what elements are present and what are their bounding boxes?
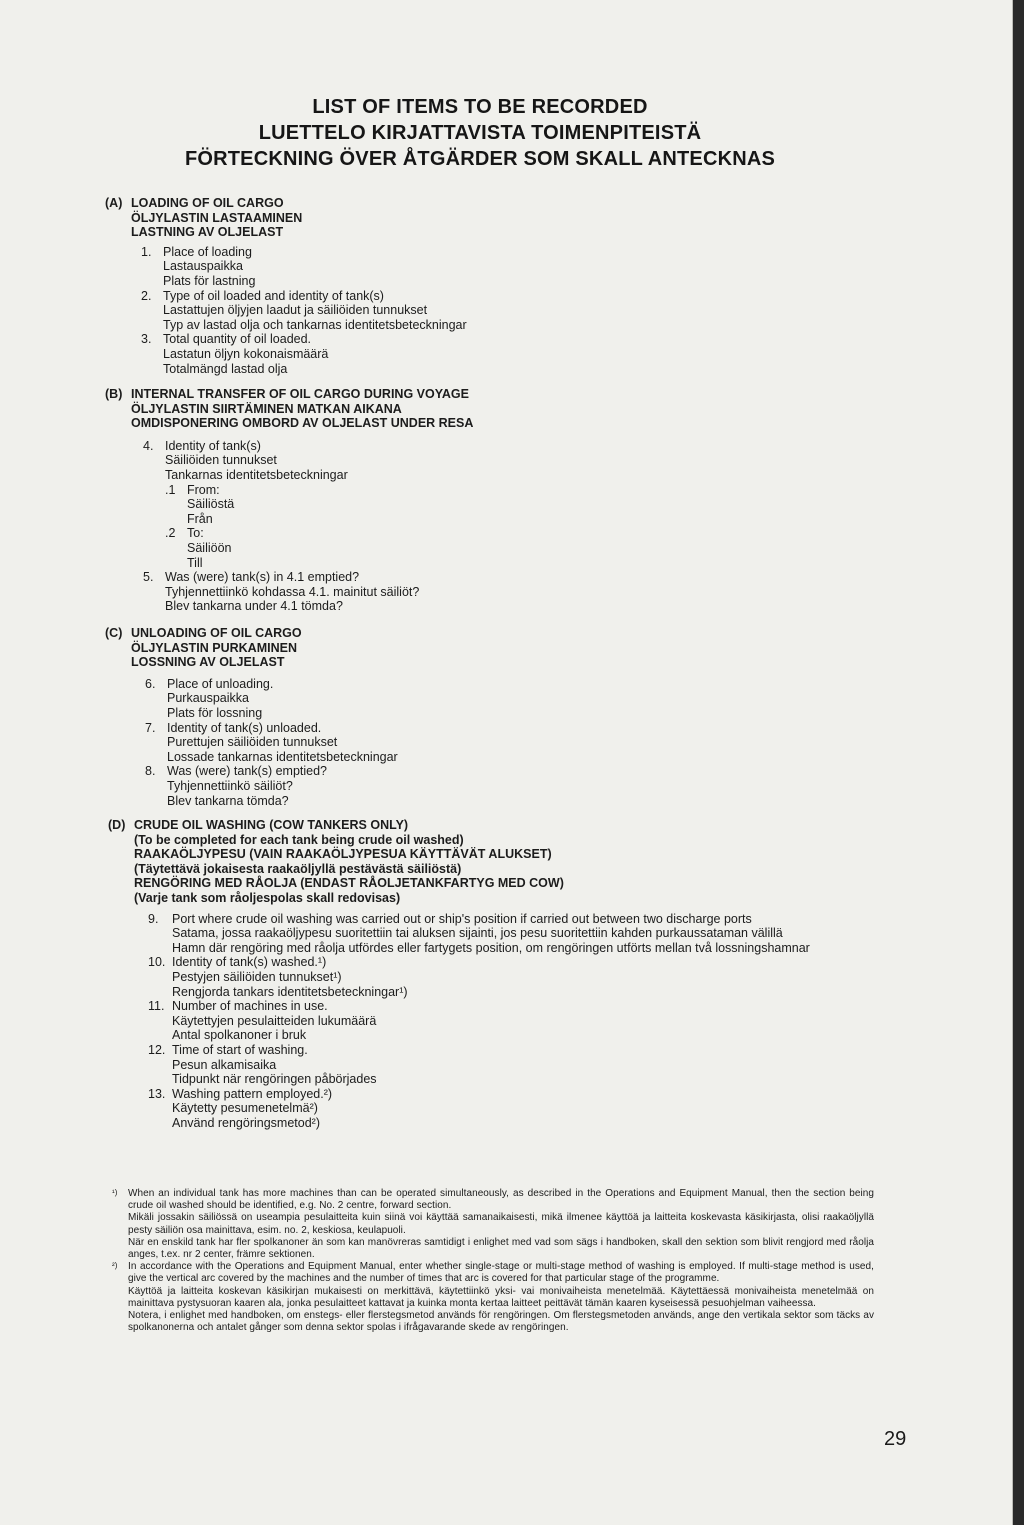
section-title-line: CRUDE OIL WASHING (COW TANKERS ONLY) <box>134 818 409 832</box>
item-line: Tankarnas identitetsbeteckningar <box>165 467 348 482</box>
item-line: Pestyjen säiliöiden tunnukset¹) <box>172 969 342 984</box>
item-line: Lastatun öljyn kokonaismäärä <box>163 346 329 361</box>
item-line: Number of machines in use. <box>172 999 328 1014</box>
item-line: Place of unloading. <box>167 676 274 691</box>
item-line: Antal spolkanoner i bruk <box>172 1028 307 1043</box>
section-title-line: (Varje tank som råoljespolas skall redovisas) <box>134 890 401 905</box>
title-finnish: LUETTELO KIRJATTAVISTA TOIMENPITEISTÄ <box>258 122 702 144</box>
item-number: 12. <box>148 1042 166 1057</box>
title-swedish: FÖRTECKNING ÖVER ÅTGÄRDER SOM SKALL ANTECKNAS <box>184 148 776 170</box>
list-item <box>141 245 905 289</box>
section-letter: (C) <box>105 626 123 640</box>
section-titles <box>134 818 564 906</box>
sub-item-number: .2 <box>165 526 176 541</box>
item-line: Pesun alkamisaika <box>172 1057 277 1072</box>
item-line: Identity of tank(s) unloaded. <box>167 720 322 735</box>
list-item <box>143 570 905 614</box>
section-title-line: RENGÖRING MED RÅOLJA (ENDAST RÅOLJETANKFARTYG MED COW) <box>134 876 564 891</box>
item-line: Was (were) tank(s) in 4.1 emptied? <box>165 570 360 585</box>
item-line: Identity of tank(s) washed.¹) <box>172 955 327 970</box>
footnote-paragraph: When an individual tank has more machines than can be operated simultaneously, as described in the Operations and Equipment Manual, then the section being crude oil washed should be identified, e.g. No. 2 centre, forward section. <box>128 1188 874 1212</box>
item-number: 13. <box>148 1086 166 1101</box>
item-line: Till <box>187 555 203 570</box>
footnote-mark: ¹) <box>112 1188 118 1197</box>
section-title-line: (Täytettävä jokaisesta raakaöljyllä pestävästä säiliöstä) <box>134 861 462 876</box>
item-number: 8. <box>145 764 156 779</box>
item-number: 6. <box>145 676 156 691</box>
list-item <box>148 1043 873 1087</box>
sub-item-number: .1 <box>165 482 176 497</box>
footnote-paragraph: Käyttöä ja laitteita koskevan käsikirjan mukaisesti on merkittävä, käytettiinkö yksi- vai monivaiheista menetelmää. Käytettäessä monivaiheista menetelmää on mainittava pystysuoran kaaren ala, jonka pesulaitteet kattavat ja kuinka monta kertaa laitteet peittävät tämän kaaren kyseisessä pesuohjelman vaiheessa. <box>128 1285 874 1309</box>
list-item <box>148 912 873 956</box>
section-a-items <box>141 245 905 376</box>
item-line: Plats för lossning <box>167 705 263 720</box>
item-number: 1. <box>141 244 152 259</box>
section-title-line: (To be completed for each tank being crude oil washed) <box>134 832 464 847</box>
section-letter: (D) <box>108 818 126 832</box>
item-paragraph: Port where crude oil washing was carried out or ship's position if carried out between two discharge ports <box>172 911 752 926</box>
item-line: Totalmängd lastad olja <box>163 361 288 376</box>
section-b-items <box>143 439 905 614</box>
item-number: 7. <box>145 720 156 735</box>
item-line: Total quantity of oil loaded. <box>163 332 312 347</box>
item-line: Purkauspaikka <box>167 691 249 706</box>
section-title-line: ÖLJYLASTIN SIIRTÄMINEN MATKAN AIKANA <box>131 401 402 416</box>
item-line: Typ av lastad olja och tankarnas identitetsbeteckningar <box>163 317 467 332</box>
item-line: Place of loading <box>163 244 252 259</box>
page-number: 29 <box>884 1428 907 1450</box>
list-item <box>145 721 905 765</box>
item-number: 9. <box>148 911 159 926</box>
item-line: Plats för lastning <box>163 273 256 288</box>
section-b <box>105 387 905 614</box>
item-line: From: <box>187 482 220 497</box>
item-line: Tidpunkt när rengöringen påbörjades <box>172 1072 377 1087</box>
footnote <box>112 1261 874 1334</box>
item-line: Blev tankarna under 4.1 tömda? <box>165 599 343 614</box>
item-line: To: <box>187 526 204 541</box>
footnote-paragraph: När en enskild tank har fler spolkanoner än som kan manövreras samtidigt i enlighet med vad som sägs i handboken, skall den sektion som blivit rengjord med råolja anges, t.ex. nr 2 center, främre sektionen. <box>128 1236 874 1261</box>
section-title-line: LASTNING AV OLJELAST <box>131 225 284 240</box>
section-titles <box>131 626 302 670</box>
item-line: Washing pattern employed.²) <box>172 1086 333 1101</box>
item-number: 2. <box>141 288 152 303</box>
footnotes <box>112 1188 874 1334</box>
section-titles <box>131 387 473 431</box>
section-titles <box>131 196 302 240</box>
item-line: Lastattujen öljyjen laadut ja säiliöiden tunnukset <box>163 303 428 318</box>
section-title-line: INTERNAL TRANSFER OF OIL CARGO DURING VOYAGE <box>131 387 469 401</box>
section-a <box>105 196 905 376</box>
item-paragraph: Satama, jossa raakaöljypesu suoritettiin tai aluksen sijainti, jos pesu suoritettiin kahden purkaussataman välillä <box>172 926 783 941</box>
sub-item <box>165 483 348 527</box>
section-title-line: ÖLJYLASTIN LASTAAMINEN <box>131 210 303 225</box>
item-line: Identity of tank(s) <box>165 438 261 453</box>
section-letter: (A) <box>105 196 123 210</box>
item-line: Tyhjennettiinkö kohdassa 4.1. mainitut säiliöt? <box>165 584 420 599</box>
item-line: Tyhjennettiinkö säiliöt? <box>167 778 293 793</box>
list-item <box>141 332 905 376</box>
item-line: Time of start of washing. <box>172 1042 308 1057</box>
section-d-heading <box>108 818 873 906</box>
footnote-paragraph: In accordance with the Operations and Equipment Manual, enter whether single-stage or multi-stage method of washing is employed. If multi-stage method is used, give the vertical arc covered by the machines and the number of times that arc is covered for that particular stage of the programme. <box>128 1261 874 1285</box>
section-letter: (B) <box>105 387 123 401</box>
list-item <box>143 439 905 570</box>
list-item <box>145 677 905 721</box>
item-line: Käytettyjen pesulaitteiden lukumäärä <box>172 1013 377 1028</box>
item-number: 5. <box>143 570 154 585</box>
footnote-mark: ²) <box>112 1261 118 1271</box>
section-title-line: LOSSNING AV OLJELAST <box>131 655 285 670</box>
item-line: Från <box>187 511 213 526</box>
item-line: Rengjorda tankars identitetsbeteckningar¹) <box>172 984 408 999</box>
item-line: Was (were) tank(s) emptied? <box>167 764 327 779</box>
section-c-items <box>145 677 905 808</box>
section-d <box>108 818 873 1130</box>
item-line: Säiliöiden tunnukset <box>165 453 277 468</box>
list-item <box>148 955 873 999</box>
section-d-items <box>148 912 873 1131</box>
section-a-heading <box>105 196 905 240</box>
section-title-line: UNLOADING OF OIL CARGO <box>131 626 302 640</box>
item-line: Säiliöstä <box>187 497 235 512</box>
sub-item <box>165 526 348 570</box>
section-c <box>105 626 905 808</box>
title-english: LIST OF ITEMS TO BE RECORDED <box>312 96 648 118</box>
section-title-line: RAAKAÖLJYPESU (VAIN RAAKAÖLJYPESUA KÄYTTÄVÄT ALUKSET) <box>134 847 552 862</box>
item-line: Käytetty pesumenetelmä²) <box>172 1101 318 1116</box>
item-number: 4. <box>143 438 154 453</box>
section-title-line: ÖLJYLASTIN PURKAMINEN <box>131 640 297 655</box>
item-line: Använd rengöringsmetod²) <box>172 1115 320 1130</box>
list-item <box>148 1087 873 1131</box>
item-line: Type of oil loaded and identity of tank(s) <box>163 288 384 303</box>
item-line: Lossade tankarnas identitetsbeteckningar <box>167 749 398 764</box>
item-line: Purettujen säiliöiden tunnukset <box>167 735 338 750</box>
item-line: Lastauspaikka <box>163 259 243 274</box>
item-number: 3. <box>141 332 152 347</box>
section-c-heading <box>105 626 905 670</box>
footnote-paragraph: Mikäli jossakin säiliössä on useampia pesulaitteita kuin siinä voi käyttää samanaikaisesti, mikä ilmenee käyttöä ja laitteita koskevasta käsikirjasta, olisi raakaöljyllä pesty säiliön osa mainittava, esim. no. 2, keskiosa, keulapuoli. <box>128 1212 874 1236</box>
list-item <box>141 289 905 333</box>
section-title-line: LOADING OF OIL CARGO <box>131 196 284 210</box>
section-b-heading <box>105 387 905 431</box>
item-line: Blev tankarna tömda? <box>167 793 289 808</box>
footnote <box>112 1188 874 1261</box>
item-paragraph: Hamn där rengöring med råolja utfördes eller fartygets position, om rengöringen utförts mellan två lossningshamnar <box>172 940 810 955</box>
page-title <box>0 94 960 172</box>
list-item <box>148 999 873 1043</box>
item-line: Säiliöön <box>187 540 232 555</box>
item-number: 10. <box>148 955 166 970</box>
footnote-paragraph: Notera, i enlighet med handboken, om enstegs- eller flerstegsmetod används för rengöringen. Om flerstegsmetoden används, ange den vertikala sektor som täcks av spolkanonerna och antalet gånger som denna sektor spolas i ifrågavarande skede av rengöringen. <box>128 1310 874 1334</box>
item-number: 11. <box>148 999 165 1014</box>
list-item <box>145 764 905 808</box>
section-title-line: OMDISPONERING OMBORD AV OLJELAST UNDER RESA <box>131 416 474 431</box>
